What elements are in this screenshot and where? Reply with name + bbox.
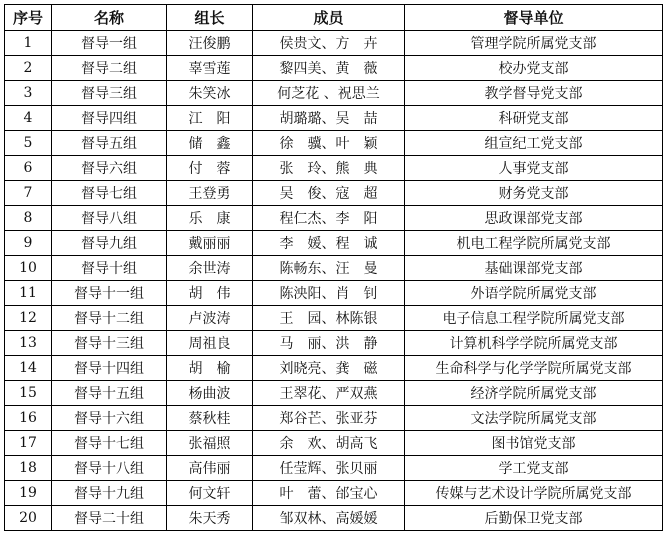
cell-leader: 卢波涛 (167, 306, 253, 331)
cell-group-name: 督导一组 (52, 31, 167, 56)
cell-unit: 基础课部党支部 (405, 256, 663, 281)
cell-group-name: 督导二组 (52, 56, 167, 81)
cell-group-name: 督导二十组 (52, 506, 167, 531)
cell-unit: 经济学院所属党支部 (405, 381, 663, 406)
table-row (5, 156, 663, 181)
cell-no: 1 (5, 31, 52, 56)
cell-leader: 何文轩 (167, 481, 253, 506)
cell-leader: 朱笑冰 (167, 81, 253, 106)
cell-group-name: 督导五组 (52, 131, 167, 156)
cell-leader: 周祖良 (167, 331, 253, 356)
cell-members: 李 媛、程 诚 (253, 231, 405, 256)
table-row (5, 381, 663, 406)
table-row (5, 206, 663, 231)
cell-members: 余 欢、胡高飞 (253, 431, 405, 456)
cell-unit: 学工党支部 (405, 456, 663, 481)
cell-leader: 高伟丽 (167, 456, 253, 481)
cell-members: 刘晓亮、龚 磁 (253, 356, 405, 381)
cell-members: 何芝花 、祝思兰 (253, 81, 405, 106)
table-row (5, 106, 663, 131)
cell-unit: 传媒与艺术设计学院所属党支部 (405, 481, 663, 506)
cell-members: 王 园、林陈银 (253, 306, 405, 331)
cell-unit: 管理学院所属党支部 (405, 31, 663, 56)
cell-unit: 机电工程学院所属党支部 (405, 231, 663, 256)
cell-group-name: 督导十六组 (52, 406, 167, 431)
cell-group-name: 督导十一组 (52, 281, 167, 306)
cell-group-name: 督导九组 (52, 231, 167, 256)
cell-leader: 戴丽丽 (167, 231, 253, 256)
cell-unit: 财务党支部 (405, 181, 663, 206)
cell-group-name: 督导十七组 (52, 431, 167, 456)
header-unit: 督导单位 (405, 5, 663, 31)
cell-members: 张 玲、熊 典 (253, 156, 405, 181)
table-row (5, 331, 663, 356)
cell-no: 20 (5, 506, 52, 531)
cell-group-name: 督导八组 (52, 206, 167, 231)
cell-leader: 张福照 (167, 431, 253, 456)
table-row (5, 31, 663, 56)
cell-leader: 胡 榆 (167, 356, 253, 381)
cell-leader: 王登勇 (167, 181, 253, 206)
cell-no: 18 (5, 456, 52, 481)
cell-no: 19 (5, 481, 52, 506)
cell-no: 10 (5, 256, 52, 281)
cell-unit: 电子信息工程学院所属党支部 (405, 306, 663, 331)
cell-group-name: 督导十三组 (52, 331, 167, 356)
cell-unit: 图书馆党支部 (405, 431, 663, 456)
cell-unit: 教学督导党支部 (405, 81, 663, 106)
cell-members: 侯贵文、方 卉 (253, 31, 405, 56)
cell-members: 任莹辉、张贝丽 (253, 456, 405, 481)
cell-unit: 人事党支部 (405, 156, 663, 181)
header-no: 序号 (5, 5, 52, 31)
header-members: 成员 (253, 5, 405, 31)
table-row (5, 406, 663, 431)
cell-leader: 付 蓉 (167, 156, 253, 181)
header-name: 名称 (52, 5, 167, 31)
cell-group-name: 督导十八组 (52, 456, 167, 481)
cell-no: 11 (5, 281, 52, 306)
cell-members: 王翠花、严双燕 (253, 381, 405, 406)
cell-members: 陈畅东、汪 曼 (253, 256, 405, 281)
cell-group-name: 督导四组 (52, 106, 167, 131)
table-row (5, 456, 663, 481)
cell-members: 徐 骥、叶 颖 (253, 131, 405, 156)
cell-no: 7 (5, 181, 52, 206)
table-row (5, 56, 663, 81)
cell-leader: 朱天秀 (167, 506, 253, 531)
cell-group-name: 督导十九组 (52, 481, 167, 506)
cell-members: 胡璐璐、吴 喆 (253, 106, 405, 131)
cell-leader: 江 阳 (167, 106, 253, 131)
table-row (5, 356, 663, 381)
cell-unit: 后勤保卫党支部 (405, 506, 663, 531)
cell-members: 马 丽、洪 静 (253, 331, 405, 356)
cell-leader: 储 鑫 (167, 131, 253, 156)
supervision-roster-table (4, 4, 663, 531)
cell-unit: 计算机科学学院所属党支部 (405, 331, 663, 356)
table-row (5, 231, 663, 256)
roster-sheet (4, 4, 662, 541)
cell-unit: 外语学院所属党支部 (405, 281, 663, 306)
cell-no: 4 (5, 106, 52, 131)
cell-no: 13 (5, 331, 52, 356)
cell-leader: 辜雪莲 (167, 56, 253, 81)
cell-no: 2 (5, 56, 52, 81)
cell-no: 14 (5, 356, 52, 381)
cell-group-name: 督导三组 (52, 81, 167, 106)
cell-unit: 生命科学与化学学院所属党支部 (405, 356, 663, 381)
table-row (5, 481, 663, 506)
cell-no: 6 (5, 156, 52, 181)
cell-group-name: 督导十五组 (52, 381, 167, 406)
cell-no: 12 (5, 306, 52, 331)
cell-members: 郑谷芒、张亚芬 (253, 406, 405, 431)
cell-group-name: 督导七组 (52, 181, 167, 206)
cell-unit: 组宣纪工党支部 (405, 131, 663, 156)
cell-leader: 汪俊鹏 (167, 31, 253, 56)
cell-leader: 余世涛 (167, 256, 253, 281)
cell-no: 17 (5, 431, 52, 456)
cell-members: 吴 俊、寇 超 (253, 181, 405, 206)
cell-leader: 蔡秋桂 (167, 406, 253, 431)
cell-members: 程仁杰、李 阳 (253, 206, 405, 231)
cell-no: 8 (5, 206, 52, 231)
table-row (5, 81, 663, 106)
cell-members: 叶 蕾、邰宝心 (253, 481, 405, 506)
table-row (5, 281, 663, 306)
cell-leader: 胡 伟 (167, 281, 253, 306)
cell-group-name: 督导十组 (52, 256, 167, 281)
table-row (5, 431, 663, 456)
cell-no: 9 (5, 231, 52, 256)
cell-members: 黎四美、黄 薇 (253, 56, 405, 81)
table-header-row (5, 5, 663, 31)
cell-unit: 校办党支部 (405, 56, 663, 81)
header-leader: 组长 (167, 5, 253, 31)
cell-no: 3 (5, 81, 52, 106)
table-row (5, 131, 663, 156)
table-row (5, 506, 663, 531)
cell-no: 16 (5, 406, 52, 431)
cell-leader: 杨曲波 (167, 381, 253, 406)
table-row (5, 306, 663, 331)
cell-group-name: 督导十四组 (52, 356, 167, 381)
cell-unit: 文法学院所属党支部 (405, 406, 663, 431)
table-row (5, 181, 663, 206)
cell-no: 5 (5, 131, 52, 156)
table-body (5, 31, 663, 531)
cell-unit: 思政课部党支部 (405, 206, 663, 231)
cell-members: 邹双林、高媛媛 (253, 506, 405, 531)
cell-members: 陈泱阳、肖 钊 (253, 281, 405, 306)
cell-no: 15 (5, 381, 52, 406)
cell-unit: 科研党支部 (405, 106, 663, 131)
table-row (5, 256, 663, 281)
cell-group-name: 督导十二组 (52, 306, 167, 331)
cell-leader: 乐 康 (167, 206, 253, 231)
cell-group-name: 督导六组 (52, 156, 167, 181)
